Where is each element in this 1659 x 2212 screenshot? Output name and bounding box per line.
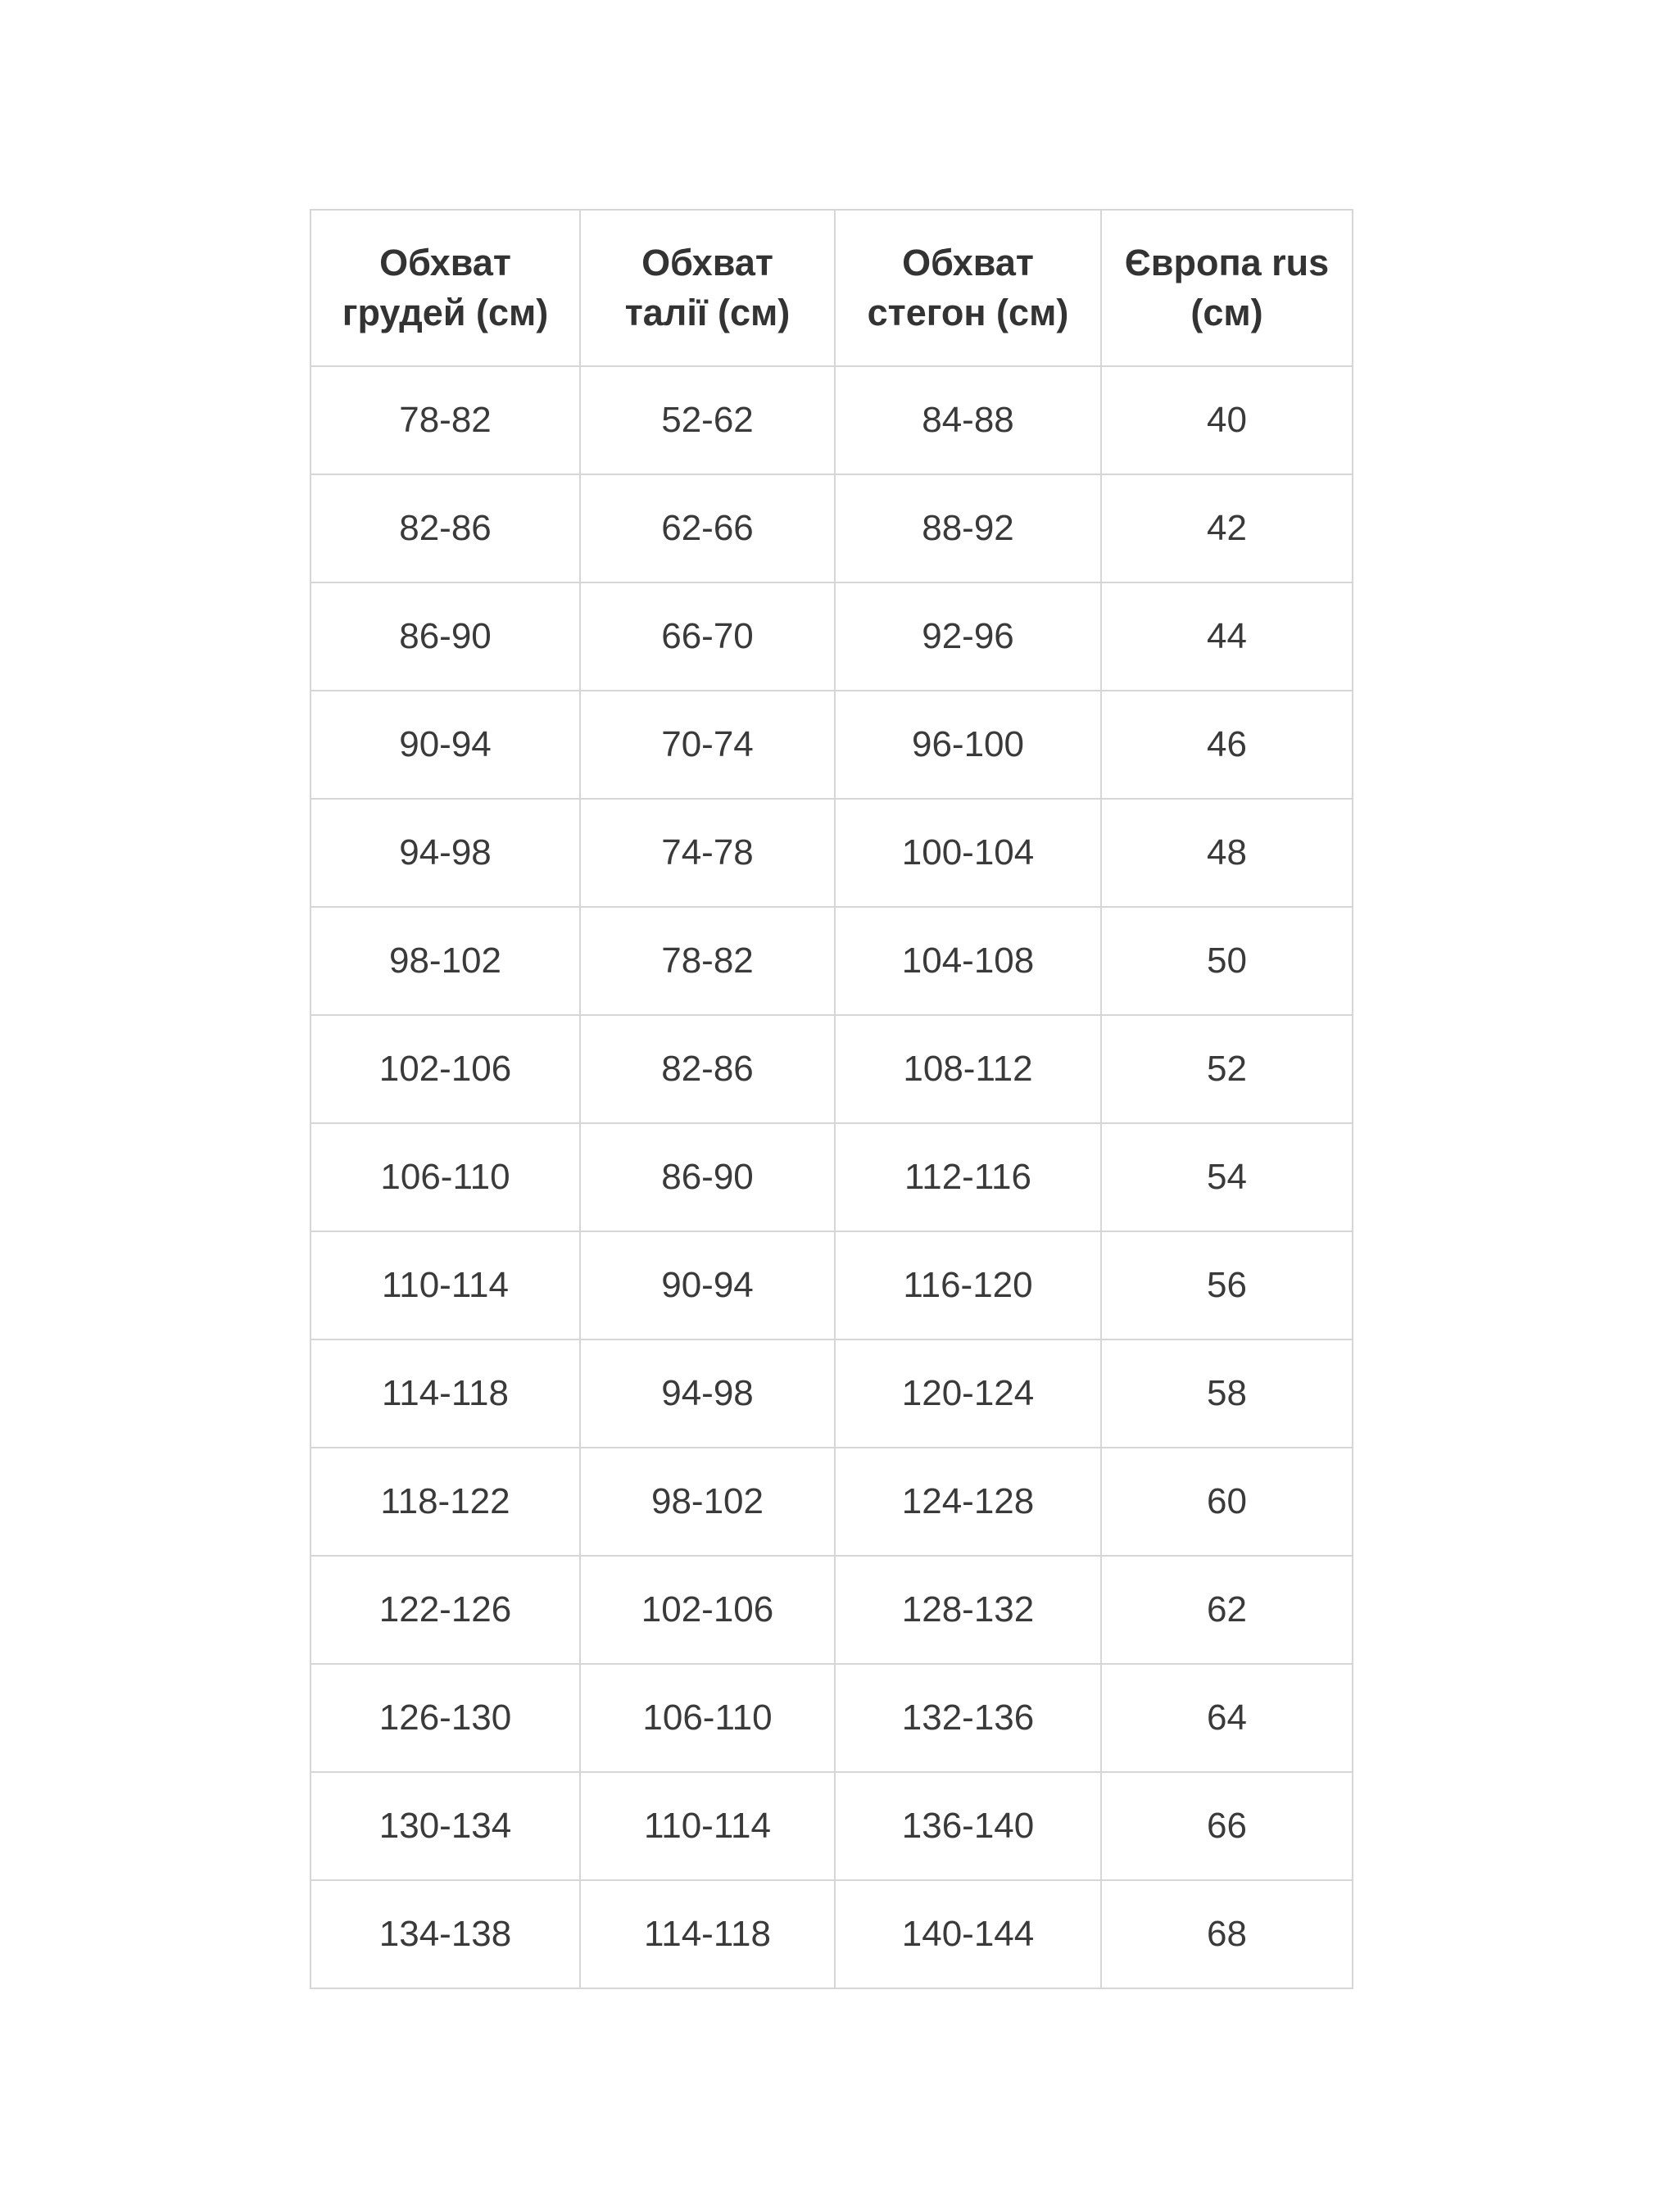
table-cell: 68 xyxy=(1101,1880,1353,1988)
table-row xyxy=(310,1664,1353,1772)
table-cell: 90-94 xyxy=(580,1231,835,1339)
table-cell: 100-104 xyxy=(835,799,1101,907)
table-cell: 140-144 xyxy=(835,1880,1101,1988)
table-row xyxy=(310,799,1353,907)
table-cell: 122-126 xyxy=(310,1556,580,1664)
table-row xyxy=(310,582,1353,691)
table-cell: 120-124 xyxy=(835,1339,1101,1448)
table-cell: 102-106 xyxy=(310,1015,580,1123)
table-cell: 110-114 xyxy=(580,1772,835,1880)
table-row xyxy=(310,366,1353,474)
table-cell: 108-112 xyxy=(835,1015,1101,1123)
table-cell: 106-110 xyxy=(580,1664,835,1772)
table-cell: 52-62 xyxy=(580,366,835,474)
table-cell: 46 xyxy=(1101,691,1353,799)
table-cell: 116-120 xyxy=(835,1231,1101,1339)
header-europe-size: Європа rus (см) xyxy=(1101,210,1353,366)
table-cell: 52 xyxy=(1101,1015,1353,1123)
table-cell: 64 xyxy=(1101,1664,1353,1772)
table-cell: 66 xyxy=(1101,1772,1353,1880)
table-cell: 54 xyxy=(1101,1123,1353,1231)
table-cell: 62 xyxy=(1101,1556,1353,1664)
table-cell: 106-110 xyxy=(310,1123,580,1231)
table-cell: 88-92 xyxy=(835,474,1101,582)
table-body xyxy=(310,366,1353,1988)
table-cell: 78-82 xyxy=(310,366,580,474)
table-cell: 60 xyxy=(1101,1448,1353,1556)
table-cell: 132-136 xyxy=(835,1664,1101,1772)
table-header xyxy=(310,210,1353,366)
table-cell: 44 xyxy=(1101,582,1353,691)
table-row xyxy=(310,1015,1353,1123)
table-cell: 90-94 xyxy=(310,691,580,799)
table-cell: 78-82 xyxy=(580,907,835,1015)
table-cell: 110-114 xyxy=(310,1231,580,1339)
table-cell: 114-118 xyxy=(310,1339,580,1448)
table-row xyxy=(310,1556,1353,1664)
table-cell: 130-134 xyxy=(310,1772,580,1880)
header-chest-circumference: Обхват грудей (см) xyxy=(310,210,580,366)
table-row xyxy=(310,1772,1353,1880)
table-row xyxy=(310,907,1353,1015)
table-cell: 82-86 xyxy=(310,474,580,582)
table-cell: 134-138 xyxy=(310,1880,580,1988)
table-cell: 42 xyxy=(1101,474,1353,582)
table-cell: 62-66 xyxy=(580,474,835,582)
table-cell: 92-96 xyxy=(835,582,1101,691)
table-cell: 114-118 xyxy=(580,1880,835,1988)
table-cell: 136-140 xyxy=(835,1772,1101,1880)
table-cell: 66-70 xyxy=(580,582,835,691)
table-row xyxy=(310,1339,1353,1448)
table-cell: 104-108 xyxy=(835,907,1101,1015)
table-cell: 112-116 xyxy=(835,1123,1101,1231)
table-row xyxy=(310,1448,1353,1556)
header-row xyxy=(310,210,1353,366)
table-cell: 56 xyxy=(1101,1231,1353,1339)
table-row xyxy=(310,1880,1353,1988)
table-cell: 124-128 xyxy=(835,1448,1101,1556)
table-cell: 86-90 xyxy=(580,1123,835,1231)
table-row xyxy=(310,474,1353,582)
table-cell: 128-132 xyxy=(835,1556,1101,1664)
table-cell: 58 xyxy=(1101,1339,1353,1448)
table-cell: 98-102 xyxy=(580,1448,835,1556)
header-hip-circumference: Обхват стегон (см) xyxy=(835,210,1101,366)
table-cell: 40 xyxy=(1101,366,1353,474)
table-cell: 94-98 xyxy=(310,799,580,907)
table-cell: 50 xyxy=(1101,907,1353,1015)
table-cell: 74-78 xyxy=(580,799,835,907)
table-row xyxy=(310,1123,1353,1231)
table-cell: 96-100 xyxy=(835,691,1101,799)
header-waist-circumference: Обхват талії (см) xyxy=(580,210,835,366)
table-cell: 70-74 xyxy=(580,691,835,799)
table-cell: 48 xyxy=(1101,799,1353,907)
table-cell: 86-90 xyxy=(310,582,580,691)
table-row xyxy=(310,691,1353,799)
table-cell: 118-122 xyxy=(310,1448,580,1556)
table-cell: 102-106 xyxy=(580,1556,835,1664)
table-cell: 84-88 xyxy=(835,366,1101,474)
table-cell: 82-86 xyxy=(580,1015,835,1123)
size-chart-table xyxy=(310,209,1353,1989)
table-cell: 94-98 xyxy=(580,1339,835,1448)
table-row xyxy=(310,1231,1353,1339)
table-cell: 98-102 xyxy=(310,907,580,1015)
table-cell: 126-130 xyxy=(310,1664,580,1772)
